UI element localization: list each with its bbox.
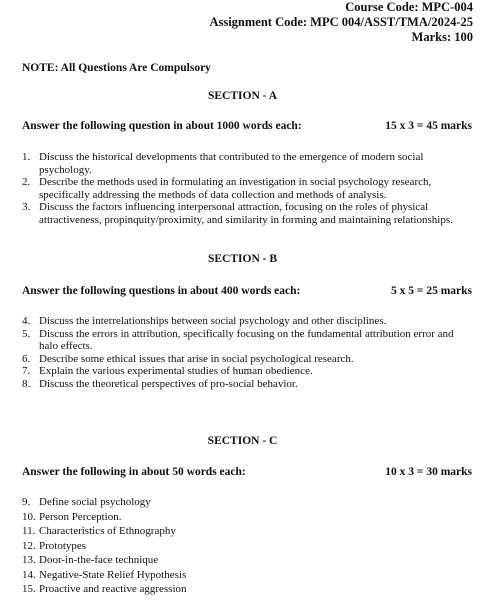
section-c-title: SECTION - C [207, 435, 278, 447]
question-number: 3. [22, 201, 31, 213]
question-number: 7. [22, 365, 31, 377]
question-text: Proactive and reactive aggression [39, 583, 187, 595]
compulsory-note: NOTE: All Questions Are Compulsory [22, 62, 211, 74]
section-c-instruction: Answer the following in about 50 words each: [22, 466, 246, 478]
section-a-instruction: Answer the following question in about 1000 words each: [22, 120, 302, 132]
question-number: 12. [22, 539, 36, 552]
question-number: 1. [22, 151, 31, 163]
document-header [209, 0, 473, 45]
section-b-marks: 5 x 5 = 25 marks [391, 285, 472, 297]
question-number: 15. [22, 583, 36, 595]
section-c-questions [22, 495, 474, 597]
question-number: 9. [22, 496, 31, 508]
question-item [22, 201, 474, 226]
question-number: 11. [22, 525, 36, 537]
section-b-instruction: Answer the following questions in about 400 words each: [22, 285, 301, 297]
question-text: Discuss the interrelationships between social psychology and other disciplines. [39, 315, 387, 327]
assignment-code: Assignment Code: MPC 004/ASST/TMA/2024-25 [209, 15, 473, 29]
section-a-instruction-row [22, 120, 472, 132]
question-text: Discuss the theoretical perspectives of pro-social behavior. [39, 377, 298, 390]
question-item [22, 524, 474, 539]
question-text: Characteristics of Ethnography [39, 525, 176, 537]
question-item [22, 328, 474, 353]
total-marks: Marks: 100 [411, 30, 473, 44]
section-b-questions [22, 315, 474, 390]
question-text: Negative-State Relief Hypothesis [39, 568, 187, 581]
question-number: 6. [22, 352, 31, 365]
question-item [22, 378, 474, 391]
question-text: Discuss the errors in attribution, specifically focusing on the fundamental attribution error and halo effects. [39, 327, 454, 352]
section-b-title: SECTION - B [207, 253, 278, 265]
question-item [22, 353, 474, 366]
question-item [22, 539, 474, 554]
question-text: Prototypes [39, 539, 87, 552]
question-text: Person Perception. [39, 510, 122, 523]
question-item [22, 151, 474, 176]
section-a-marks: 15 x 3 = 45 marks [385, 120, 472, 132]
course-code: Course Code: MPC-004 [345, 0, 473, 14]
question-item [22, 510, 474, 525]
question-number: 2. [22, 176, 31, 188]
question-number: 10. [22, 510, 36, 523]
question-text: Explain the various experimental studies of human obedience. [39, 365, 313, 377]
section-c-instruction-row [22, 466, 472, 478]
question-number: 5. [22, 327, 31, 340]
question-text: Describe some ethical issues that arise in social psychological research. [39, 352, 354, 365]
question-text: Door-in-the-face technique [39, 554, 159, 566]
question-item [22, 495, 474, 510]
question-number: 14. [22, 568, 36, 581]
section-a-title: SECTION - A [207, 90, 278, 102]
question-item [22, 553, 474, 568]
question-number: 13. [22, 554, 36, 566]
question-item [22, 582, 474, 597]
section-b-instruction-row [22, 285, 472, 297]
question-number: 4. [22, 315, 31, 327]
question-item [22, 315, 474, 328]
question-text: Define social psychology [39, 496, 151, 508]
question-item [22, 176, 474, 201]
question-text: Discuss the factors influencing interpersonal attraction, focusing on the roles of physical attractiveness, propinquity/proximity, and similarity in forming and maintaining relationships. [39, 201, 453, 226]
question-item [22, 365, 474, 378]
question-number: 8. [22, 377, 31, 390]
question-item [22, 568, 474, 583]
question-text: Describe the methods used in formulating an investigation in social psychology research, specifically addressing the methods of data collection and methods of analysis. [39, 176, 432, 201]
section-c-marks: 10 x 3 = 30 marks [385, 466, 472, 478]
section-a-questions [22, 151, 474, 226]
question-text: Discuss the historical developments that contributed to the emergence of modern social psychology. [39, 151, 424, 176]
